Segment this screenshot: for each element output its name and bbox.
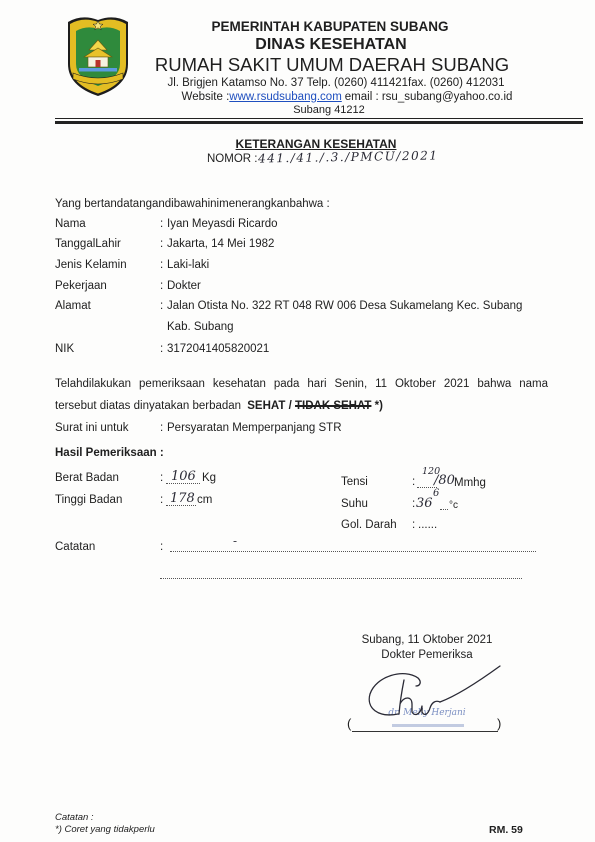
notes-value: - [233,534,238,548]
weight-value: 106 [171,469,196,484]
temperature-label: Suhu [341,498,368,510]
address-label: Alamat [55,300,91,312]
height-value: 178 [170,491,195,506]
notes-line-2 [160,569,522,579]
name-value: Iyan Meyasdi Ricardo [167,218,278,230]
status-unhealthy-struck: TIDAK SEHAT [294,400,372,412]
gender-value: Laki-laki [167,259,210,271]
name-colon: : [160,218,164,230]
postal-code: Subang 41212 [293,104,365,116]
status-healthy: SEHAT / [247,400,292,412]
results-heading: Hasil Pemeriksaan : [55,447,164,459]
government-name: PEMERINTAH KABUPATEN SUBANG [211,19,449,34]
purpose-colon: : [160,422,164,434]
signature-name-line [352,731,498,732]
form-code: RM. 59 [489,824,523,836]
weight-label: Berat Badan [55,472,119,484]
name-label: Nama [55,218,86,230]
gender-label: Jenis Kelamin [55,259,127,271]
signature-open-paren: ( [347,716,352,731]
height-unit: cm [197,494,213,506]
purpose-label: Surat ini untuk [55,422,129,434]
blood-pressure-unit: Mmhg [454,477,486,489]
letterhead-rule-thick [55,121,583,124]
birth-value: Jakarta, 14 Mei 1982 [167,238,275,250]
website-link[interactable]: www.rsudsubang.com [229,91,342,103]
birth-label: TanggalLahir [55,238,121,250]
intro-text: Yang bertandatangandibawahinimenerangkanbahwa : [55,198,330,210]
document-title: KETERANGAN KESEHATAN [235,137,397,151]
notes-colon: : [160,541,164,553]
footer-note-label: Catatan : [55,812,94,823]
temperature-colon: : [412,498,416,510]
height-label: Tinggi Badan [55,494,123,506]
address-colon: : [160,300,164,312]
purpose-value: Persyaratan Memperpanjang STR [167,422,342,434]
signature-close-paren: ) [497,716,502,731]
temperature-decimal: 6 [433,488,440,499]
address-value-line-1: Jalan Otista No. 322 RT 048 RW 006 Desa Sukamelang Kec. Subang [167,300,523,312]
statement-text: tersebut diatas dinyatakan berbadan [55,400,242,412]
notes-label: Catatan [55,541,96,553]
address-value-line-2: Kab. Subang [167,321,234,333]
height-colon: : [160,494,164,506]
email-text: email : rsu_subang@yahoo.co.id [344,91,513,103]
blood-pressure-systolic: 120 [422,466,441,477]
blood-pressure-label: Tensi [341,476,368,488]
temperature-blank [440,500,448,510]
doctor-signature [360,660,505,731]
temperature-value: 36 [416,496,433,511]
notes-line-1 [170,542,536,552]
signature-role: Dokter Pemeriksa [381,649,473,661]
letterhead-rule-thin [55,118,583,119]
nik-label: NIK [55,343,75,355]
nik-value: 3172041405820021 [167,343,270,355]
footnote-mark: *) [374,400,383,412]
footer-note-text: *) Coret yang tidakperlu [55,824,155,835]
nik-colon: : [160,343,164,355]
website-label: Website : [181,91,230,103]
birth-colon: : [160,238,164,250]
regency-logo [62,12,134,98]
statement-line-1: Telahdilakukan pemeriksaan kesehatan pada hari Senin, 11 Oktober 2021 bahwa nama [55,378,548,390]
document-number-value: 441./41./.3./PMCU/2021 [257,148,439,166]
hospital-address: Jl. Brigjen Katamso No. 37 Telp. (0260) 411421fax. (0260) 412031 [167,77,505,89]
department-name: DINAS KESEHATAN [255,36,407,53]
blood-type-colon: : [412,519,416,531]
occupation-label: Pekerjaan [55,280,107,292]
blood-type-value: ...... [418,519,438,531]
weight-unit: Kg [202,472,217,484]
document-number-label: NOMOR : [207,153,258,165]
signature-icon [360,660,505,731]
logo-water [79,68,117,72]
signature-flourish-stroke [440,666,500,702]
blood-pressure-diastolic: /80 [434,473,455,488]
contact-line [182,92,513,104]
statement-line-2 [55,401,383,413]
regency-logo-icon [62,12,134,98]
doctor-name-stamp: dr. Melly Herjani [388,708,466,718]
blood-type-label: Gol. Darah [341,519,397,531]
gender-colon: : [160,259,164,271]
hospital-name: RUMAH SAKIT UMUM DAERAH SUBANG [154,54,510,75]
weight-colon: : [160,472,164,484]
temperature-unit: °c [449,500,458,511]
signature-place-date: Subang, 11 Oktober 2021 [361,634,493,646]
occupation-value: Dokter [167,280,201,292]
occupation-colon: : [160,280,164,292]
blood-pressure-colon: : [412,476,416,488]
